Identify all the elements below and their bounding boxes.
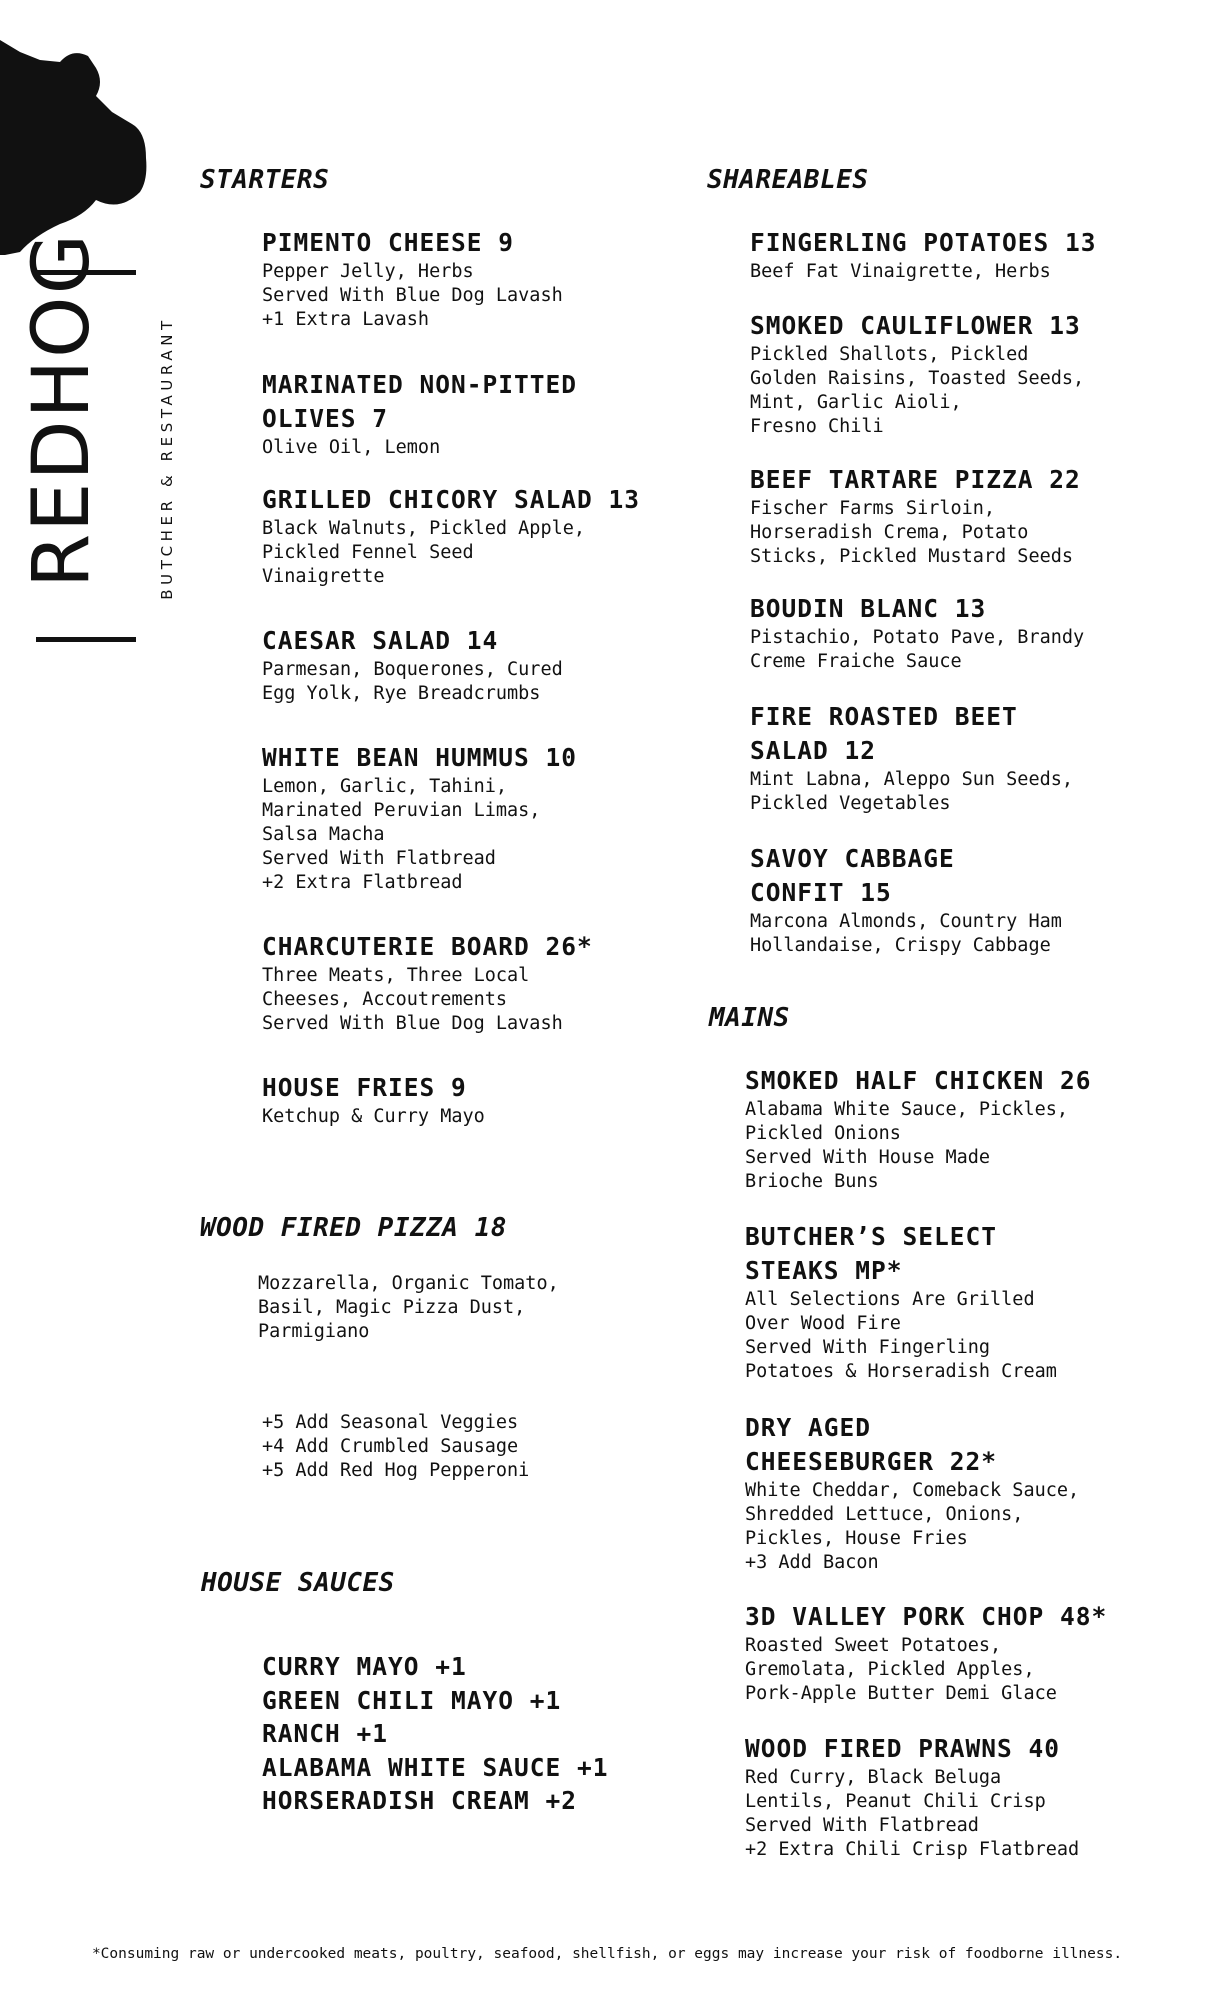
- item-description: Black Walnuts, Pickled Apple, Pickled Fennel Seed Vinaigrette: [262, 518, 586, 587]
- item-name: MARINATED NON-PITTED OLIVES 7: [262, 370, 578, 433]
- sauce-item: CURRY MAYO +1: [262, 1652, 467, 1681]
- pizza-addons: +5 Add Seasonal Veggies +4 Add Crumbled Sausage +5 Add Red Hog Pepperoni: [262, 1412, 530, 1481]
- section-heading-mains: MAINS: [709, 1003, 790, 1033]
- item-name: BOUDIN BLANC 13: [750, 594, 987, 623]
- item-name: WOOD FIRED PRAWNS 40: [745, 1734, 1061, 1763]
- menu-item: [745, 1411, 1079, 1575]
- item-name: SMOKED HALF CHICKEN 26: [745, 1066, 1092, 1095]
- item-name: FINGERLING POTATOES 13: [750, 228, 1097, 257]
- item-name: BUTCHER’S SELECT STEAKS MP*: [745, 1222, 998, 1285]
- item-description: Pepper Jelly, Herbs Served With Blue Dog Lavash +1 Extra Lavash: [262, 261, 563, 330]
- item-description: Mint Labna, Aleppo Sun Seeds, Pickled Vegetables: [750, 769, 1074, 814]
- item-description: Fischer Farms Sirloin, Horseradish Crema, Potato Sticks, Pickled Mustard Seeds: [750, 498, 1074, 567]
- sauce-item: HORSERADISH CREAM +2: [262, 1786, 578, 1815]
- pig-silhouette-logo: [0, 40, 150, 255]
- item-name: FIRE ROASTED BEET SALAD 12: [750, 702, 1018, 765]
- menu-item: [745, 1732, 1079, 1862]
- brand-bar-bottom: [36, 637, 136, 642]
- sauce-item: GREEN CHILI MAYO +1: [262, 1685, 562, 1715]
- item-name: 3D VALLEY PORK CHOP 48*: [745, 1602, 1108, 1631]
- pizza-description: Mozzarella, Organic Tomato, Basil, Magic Pizza Dust, Parmigiano: [258, 1273, 559, 1342]
- item-description: Pistachio, Potato Pave, Brandy Creme Fraiche Sauce: [750, 627, 1085, 672]
- section-heading-pizza: WOOD FIRED PIZZA 18: [200, 1213, 507, 1243]
- item-description: Roasted Sweet Potatoes, Gremolata, Pickled Apples, Pork-Apple Butter Demi Glace: [745, 1635, 1057, 1704]
- item-name: CHARCUTERIE BOARD 26*: [262, 932, 593, 961]
- item-description: Red Curry, Black Beluga Lentils, Peanut Chili Crisp Served With Flatbread +2 Extra Chili Crisp Flatbread: [745, 1767, 1080, 1860]
- item-description: All Selections Are Grilled Over Wood Fire Served With Fingerling Potatoes & Horseradish Cream: [745, 1289, 1057, 1382]
- footnote-disclaimer: *Consuming raw or undercooked meats, poultry, seafood, shellfish, or eggs may increase your risk of foodborne illness.: [91, 1946, 1123, 1962]
- item-description: Alabama White Sauce, Pickles, Pickled Onions Served With House Made Brioche Buns: [745, 1099, 1069, 1192]
- menu-item: [262, 741, 577, 895]
- menu-item: [262, 624, 563, 706]
- menu-item: [745, 1220, 1057, 1384]
- item-description: Olive Oil, Lemon: [262, 437, 441, 458]
- item-name: CAESAR SALAD 14: [262, 626, 499, 655]
- item-description: Ketchup & Curry Mayo: [262, 1106, 485, 1127]
- sauce-list: [262, 1650, 609, 1818]
- item-name: DRY AGED CHEESEBURGER 22*: [745, 1413, 998, 1476]
- menu-item: [262, 1071, 485, 1129]
- item-description: Marcona Almonds, Country Ham Hollandaise, Crispy Cabbage: [750, 911, 1062, 956]
- sauce-item: RANCH +1: [262, 1719, 389, 1748]
- menu-item: [262, 226, 563, 332]
- menu-item: [262, 930, 593, 1036]
- item-name: WHITE BEAN HUMMUS 10: [262, 743, 578, 772]
- menu-item: [745, 1064, 1092, 1194]
- item-name: BEEF TARTARE PIZZA 22: [750, 465, 1081, 494]
- brand-name: REDHOG: [17, 231, 107, 589]
- menu-item: [262, 368, 577, 460]
- menu-item: [750, 842, 1062, 958]
- menu-item: [745, 1600, 1107, 1706]
- section-heading-shareables: SHAREABLES: [707, 165, 869, 195]
- item-description: Parmesan, Boquerones, Cured Egg Yolk, Rye Breadcrumbs: [262, 659, 563, 704]
- menu-item: [750, 226, 1097, 284]
- item-description: Lemon, Garlic, Tahini, Marinated Peruvian Limas, Salsa Macha Served With Flatbread +2 Extra Flatbread: [262, 776, 541, 893]
- item-name: SAVOY CABBAGE CONFIT 15: [750, 844, 955, 907]
- section-heading-sauces: HOUSE SAUCES: [201, 1568, 395, 1598]
- item-name: SMOKED CAULIFLOWER 13: [750, 311, 1081, 340]
- item-name: HOUSE FRIES 9: [262, 1073, 467, 1102]
- item-description: Beef Fat Vinaigrette, Herbs: [750, 261, 1051, 282]
- menu-item: [262, 483, 640, 589]
- sauce-item: ALABAMA WHITE SAUCE +1: [262, 1752, 609, 1782]
- section-heading-starters: STARTERS: [200, 165, 330, 195]
- menu-item: [750, 700, 1073, 816]
- item-description: Three Meats, Three Local Cheeses, Accoutrements Served With Blue Dog Lavash: [262, 965, 563, 1034]
- menu-item: [750, 592, 1084, 674]
- menu-item: [750, 309, 1084, 439]
- menu-item: [750, 463, 1081, 569]
- item-description: Pickled Shallots, Pickled Golden Raisins, Toasted Seeds, Mint, Garlic Aioli, Fresno Chili: [750, 344, 1085, 437]
- brand-tagline: BUTCHER & RESTAURANT: [158, 316, 176, 600]
- item-name: PIMENTO CHEESE 9: [262, 228, 515, 257]
- item-name: GRILLED CHICORY SALAD 13: [262, 485, 641, 514]
- item-description: White Cheddar, Comeback Sauce, Shredded Lettuce, Onions, Pickles, House Fries +3 Add Bacon: [745, 1480, 1080, 1573]
